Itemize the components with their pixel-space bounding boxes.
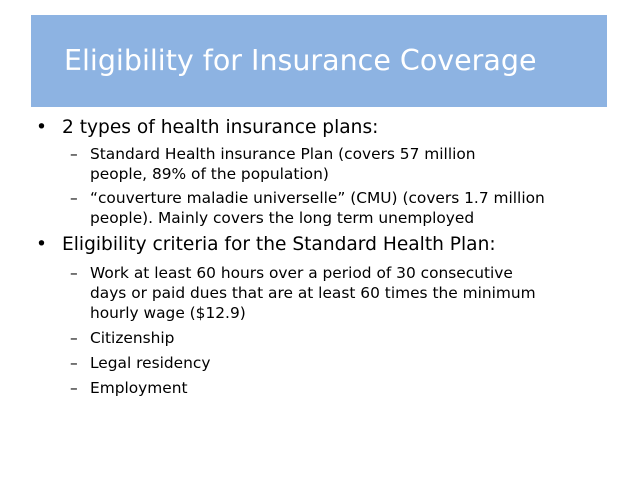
sub-bullet-continuation bbox=[90, 208, 474, 228]
sub-bullet-line: people, 89% of the population) bbox=[90, 165, 329, 183]
sub-bullet-continuation bbox=[90, 303, 246, 323]
dash-icon: – bbox=[70, 145, 78, 163]
sub-bullet-continuation bbox=[90, 164, 329, 184]
sub-bullet-item bbox=[70, 353, 211, 373]
bullet-icon: • bbox=[36, 234, 47, 255]
sub-bullet-continuation bbox=[90, 283, 536, 303]
sub-bullet-line: “couverture maladie universelle” (CMU) (covers 1.7 million bbox=[90, 189, 545, 207]
sub-bullet-item bbox=[70, 188, 545, 208]
sub-bullet-item bbox=[70, 328, 175, 348]
sub-bullet-line: Work at least 60 hours over a period of 30 consecutive bbox=[90, 264, 513, 282]
bullet-icon: • bbox=[36, 117, 47, 138]
sub-bullet-item bbox=[70, 263, 513, 283]
sub-bullet-line: days or paid dues that are at least 60 times the minimum bbox=[90, 284, 536, 302]
sub-bullet-line: Legal residency bbox=[90, 354, 211, 372]
sub-bullet-line: hourly wage ($12.9) bbox=[90, 304, 246, 322]
dash-icon: – bbox=[70, 379, 78, 397]
sub-bullet-item bbox=[70, 378, 188, 398]
dash-icon: – bbox=[70, 354, 78, 372]
dash-icon: – bbox=[70, 329, 78, 347]
bullet-text: Eligibility criteria for the Standard Health Plan: bbox=[62, 234, 496, 255]
sub-bullet-line: Citizenship bbox=[90, 329, 175, 347]
bullet-item bbox=[36, 233, 496, 257]
bullet-text: 2 types of health insurance plans: bbox=[62, 117, 379, 138]
slide-title: Eligibility for Insurance Coverage bbox=[64, 44, 537, 77]
bullet-item bbox=[36, 116, 379, 140]
sub-bullet-line: people). Mainly covers the long term unemployed bbox=[90, 209, 475, 227]
dash-icon: – bbox=[70, 189, 78, 207]
sub-bullet-line: Employment bbox=[90, 379, 188, 397]
sub-bullet-item bbox=[70, 144, 476, 164]
sub-bullet-line: Standard Health insurance Plan (covers 57 million bbox=[90, 145, 476, 163]
dash-icon: – bbox=[70, 264, 78, 282]
